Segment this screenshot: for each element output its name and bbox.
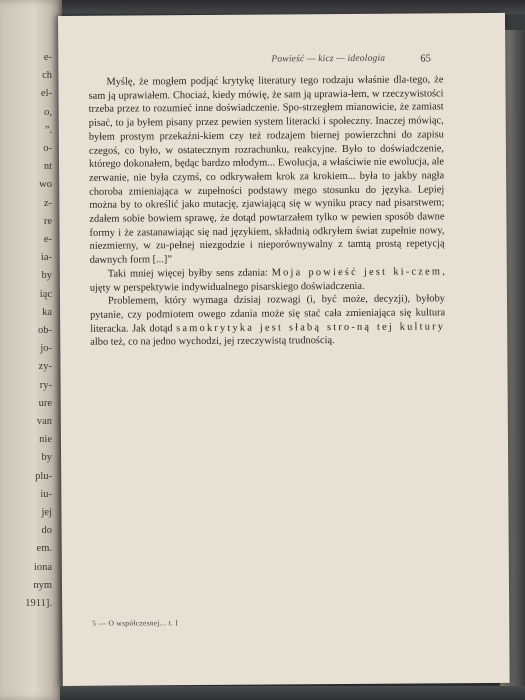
right-page [58,13,510,686]
paragraph [90,293,445,350]
running-title: Powieść — kicz — ideologia [271,53,386,65]
left-page-fragment: e- [43,52,52,63]
left-page-fragment: nt [43,161,52,173]
left-page-fragment: ob- [38,325,52,336]
left-page-fragment: nie [39,434,52,446]
left-page-fragment: zy- [38,361,52,373]
paragraph-text: Taki mniej więcej byłby sens zdania: [107,267,272,280]
backdrop [0,0,525,14]
left-page-fragment: o- [43,143,52,154]
table-shadow [60,686,525,700]
left-page-fragment: jo- [40,343,52,355]
paragraph-text: Problemem, który wymaga dzisiaj rozwagi (i, być może, decyzji), byłoby pytanie, czy podmiotem owego zdania może się stać cała zmieniająca się kultura literacka. Jak dotąd [90,293,446,335]
left-page-fragment: iu- [40,488,52,500]
left-page-fragment: iąc [39,288,52,300]
left-page [0,0,62,700]
paragraph-text: albo też, co na jedno wychodzi, jej rzeczywistą trudnością. [90,335,335,349]
left-page-fragment: ry- [39,379,52,391]
spaced-emphasis-text: Moja powieść jest ki-czem [271,266,443,279]
left-page-fragment: re [43,215,52,227]
left-page-fragment: do [41,525,52,537]
paragraph-text: Myślę, że mogłem podjąć krytykę literatury tego rodzaju właśnie dla-tego, że sam ją uprawiałem. Chociaż, kiedy mówię, że sam ją uprawia-łem, w rzeczywistości trzeba przez to rozumieć inne doświadczenie. Spo-strzegłem mianowicie, że zamiast pisać, to ja byłem pisany przez pewien system literacki i społeczny. Inaczej mówiąc, byłem prostym przekaźni-kiem czy też rodzajem biernej powierzchni do zapisu czegoś, co było, w ostatecznym rozrachunku, reakcyjne. Było to doświadczenie, którego dokonałem, będąc bardzo młodym... Ewolucja, a właściwie nie ewolucja, ale zerwanie, nie była czymś, co odkrywałem krok za krokiem... była to jakby nagła choroba zmieniająca w zupełności podstawy mego stosunku do języka. Lepiej można by to określić jako mutację, zjawiającą się w wyniku pracy nad pisarstwem; zdałem sobie bowiem sprawę, że dotąd powtarzałem tylko w pewien sposób dawne formy i że zastanawiając się nad językiem, składnią odkryłem świat zupełnie nowy, niezmierny, w zu-pełnej niezgodzie i nieporównywalny z tamtą prostą repetycją dawnych form [...]” [88,74,445,266]
left-page-fragment: van [36,416,52,427]
footer-signature: 5 — O współczesnej... t. I [92,618,179,628]
left-page-fragment: e- [43,234,52,245]
body-text [88,73,445,350]
page-number: 65 [420,53,431,65]
left-page-fragment: by [41,270,52,282]
paragraph [88,73,444,267]
spaced-emphasis-text: samokrytyka jest słabą stro-ną tej kultury [176,320,446,334]
left-page-fragment: z- [43,197,52,209]
left-page-fragment: ia- [40,252,52,264]
paragraph-text: , ujęty w perspektywie indywidualnego pisarskiego doświadczenia. [89,266,445,294]
left-page-fragment: iona [33,561,52,573]
left-page-fragment: ”. [44,124,52,136]
left-page-fragment: plu- [35,470,52,482]
left-page-fragment: ch [42,70,52,82]
left-page-fragment: o, [44,106,52,118]
left-page-fragment: nym [33,579,52,591]
left-page-fragment: 1911]. [25,598,52,609]
left-page-fragment: by [41,452,52,464]
left-page-fragment: el- [40,88,52,100]
left-page-fragment: em. [36,543,52,555]
left-page-fragment: ka [42,306,52,318]
left-page-fragment: jej [41,507,52,518]
left-page-fragment: ure [38,397,52,409]
left-page-fragment: wo [39,179,52,191]
paragraph [90,265,445,295]
